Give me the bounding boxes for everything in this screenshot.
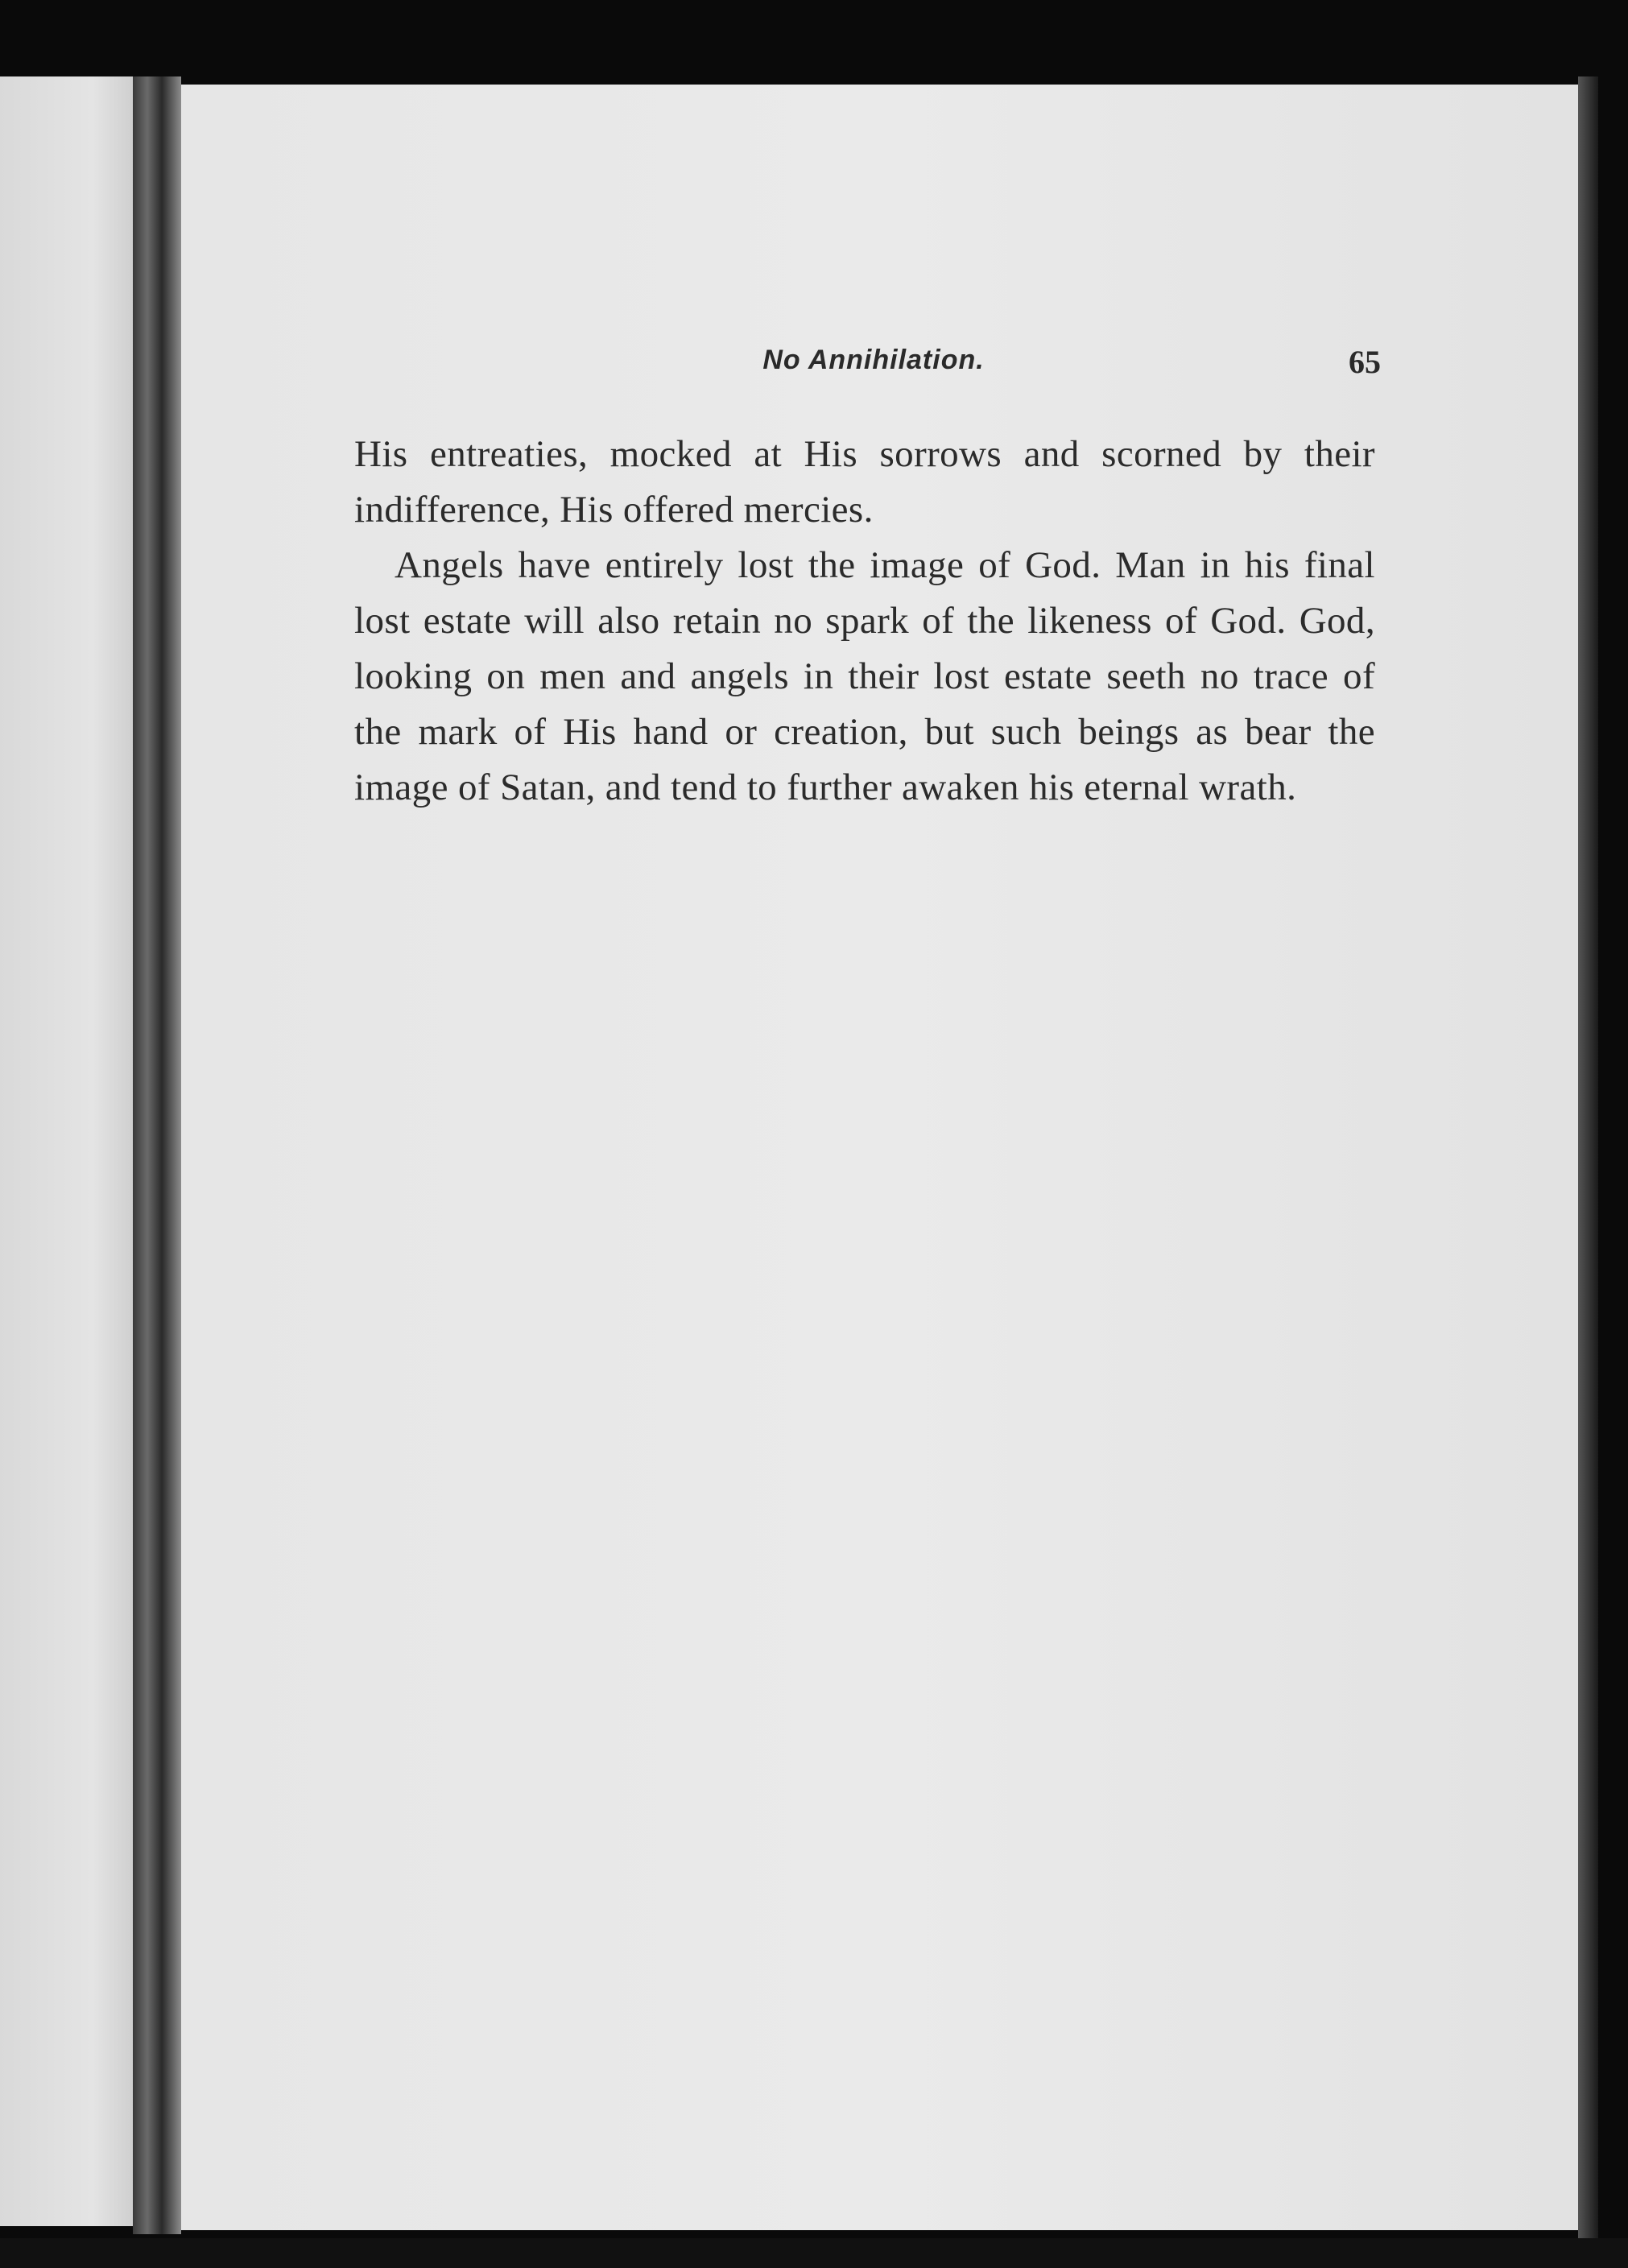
scan-bottom-border (0, 2238, 1628, 2268)
running-title: No Annihilation. (762, 345, 985, 375)
facing-page-edge (0, 76, 133, 2226)
page-right-edge (1578, 76, 1598, 2242)
running-head (366, 338, 1381, 386)
body-text (354, 427, 1375, 816)
book-page (181, 85, 1578, 2230)
book-gutter (133, 76, 181, 2234)
paragraph: Angels have entirely lost the image of God. Man in his final lost estate will also retain no spark of the likeness of God. God, looking on men and angels in their lost estate seeth no trace of the mark of His hand or creation, but such beings as bear the image of Satan, and tend to further awaken his eternal wrath. (354, 544, 1375, 808)
paragraph: His entreaties, mocked at His sorrows and scorned by their indifference, His offered mercies. (354, 433, 1375, 531)
page-number: 65 (1349, 344, 1381, 380)
